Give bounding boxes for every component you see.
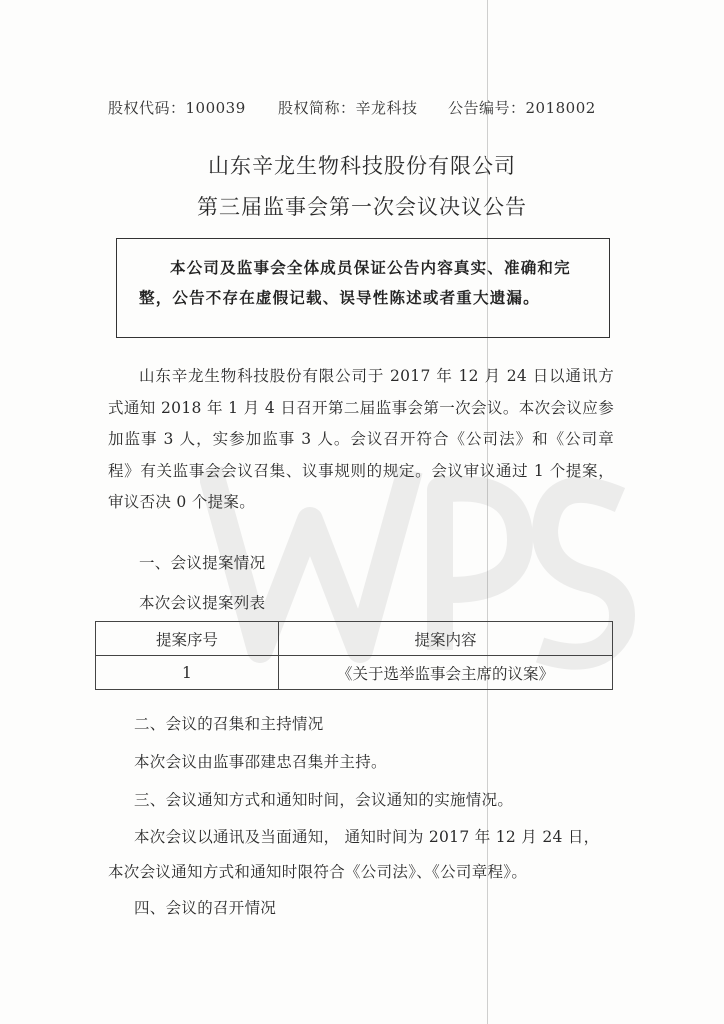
section-2-title: 二、会议的召集和主持情况: [134, 715, 324, 733]
stock-abbreviation: 股权简称：辛龙科技: [278, 99, 418, 117]
table-header-row: [96, 622, 613, 656]
intro-paragraph: 山东辛龙生物科技股份有限公司于 2017 年 12 月 24 日以通讯方式通知 2018 年 1 月 4 日召开第二届监事会第一次会议。本次会议应参加监事 3 人，实参加监事 3 人。会议召开符合《公司法》和《公司章程》有关监事会会议召集、议事规则的规定。会议审议通过 1 个提案，审议否决 0 个提案。: [108, 367, 614, 511]
announcement-header: [108, 97, 608, 118]
section-1-title: 一、会议提案情况: [139, 554, 266, 572]
section-3-title: 三、会议通知方式和通知时间，会议通知的实施情况。: [134, 791, 514, 809]
table-header-cell: 提案内容: [278, 622, 612, 656]
table-cell: 《关于选举监事会主席的议案》: [278, 656, 612, 690]
statement-box: [116, 238, 610, 338]
table-cell: 1: [96, 656, 279, 690]
section-2-body: 本次会议由监事邵建忠召集并主持。: [134, 753, 387, 771]
section-4-title: 四、会议的召开情况: [134, 899, 277, 917]
table-header-cell: 提案序号: [96, 622, 279, 656]
announcement-title: 第三届监事会第一次会议决议公告: [197, 195, 527, 219]
notice-number: 公告编号：2018002: [448, 99, 596, 117]
table-row: [96, 656, 613, 690]
stock-code: 股权代码：100039: [108, 99, 246, 117]
statement-text: 本公司及监事会全体成员保证公告内容真实、准确和完整，公告不存在虚假记载、误导性陈述或者重大遗漏。: [139, 259, 571, 307]
proposal-table-caption: 本次会议提案列表: [139, 594, 266, 612]
company-name-title: 山东辛龙生物科技股份有限公司: [208, 154, 516, 178]
section-3-body-line-1: 本次会议以通讯及当面通知， 通知时间为 2017 年 12 月 24 日，: [134, 828, 600, 846]
proposal-table: [95, 621, 613, 690]
section-3-body-line-2: 本次会议通知方式和通知时限符合《公司法》、《公司章程》。: [108, 863, 528, 881]
